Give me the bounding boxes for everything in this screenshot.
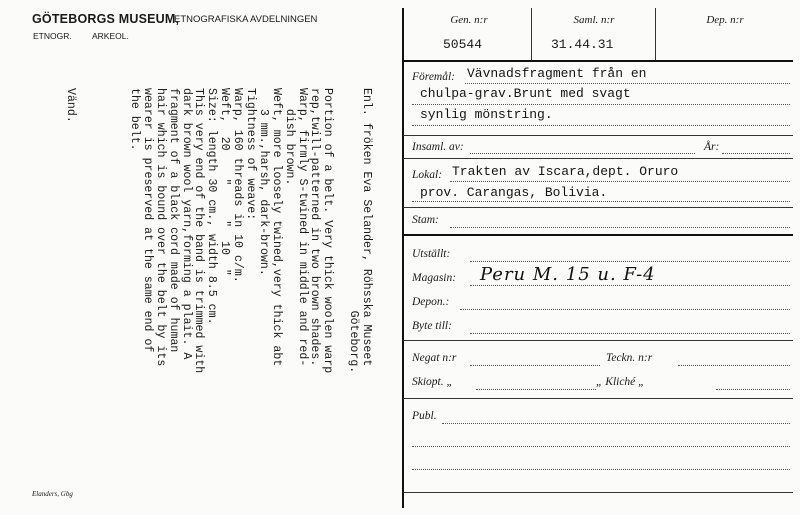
note-line (88, 88, 101, 508)
museum-name: GÖTEBORGS MUSEUM, (32, 12, 180, 26)
exhibited-label: Utställt: (412, 248, 451, 260)
column-separator (531, 8, 532, 60)
rule (403, 492, 793, 493)
dotted-line (442, 423, 790, 424)
dotted-line (470, 153, 695, 154)
typed-description (63, 88, 372, 508)
collected-by-label: Insaml. av: (412, 141, 464, 153)
year-label: År: (704, 141, 720, 153)
dotted-line (716, 389, 790, 390)
publication-label: Publ. (412, 410, 437, 422)
tribe-label: Stam: (412, 214, 439, 226)
note-line: Tightness of weave: (243, 88, 257, 221)
exchange-label: Byte till: (412, 320, 452, 332)
locality-label: Lokal: (412, 169, 443, 181)
note-line: rep,twill-patterned in two brown shades. (308, 88, 322, 367)
section-arkeol: ARKEOL. (92, 31, 129, 41)
drawing-number-label: Teckn. n:r (606, 352, 653, 364)
dotted-line (678, 365, 790, 366)
note-line: hair which is bound over the belt by its (153, 88, 167, 367)
object-line-2: chulpa-grav.Brunt med svagt (420, 86, 631, 101)
note-line: dark brown wool yarn,forming a plait. A (179, 88, 193, 360)
dotted-line (412, 469, 790, 470)
saml-number-value: 31.44.31 (551, 37, 614, 52)
note-line: the belt. (127, 88, 141, 151)
note-line: dish brown. (282, 88, 296, 186)
locality-line-1: Trakten av Iscara,dept. Oruro (452, 164, 679, 179)
note-line: Portion of a belt. Very thick woolen warp (321, 88, 335, 374)
cliche-label: „ Kliché „ (596, 376, 645, 388)
saml-number-label: Saml. n:r (573, 14, 615, 26)
note-line (333, 88, 346, 508)
note-line: Size: length 30 cm., width 8.5 cm. (205, 88, 219, 325)
dep-number-label: Dep. n:r (706, 14, 744, 26)
printer-mark: Elanders, Gbg (32, 490, 73, 498)
card-divider (402, 8, 404, 508)
note-line (101, 88, 114, 508)
rule (403, 60, 793, 62)
rule (403, 398, 793, 399)
note-line (114, 88, 127, 508)
dotted-line (476, 389, 596, 390)
rule (403, 234, 793, 236)
dotted-line (412, 104, 790, 105)
dotted-line (412, 201, 790, 202)
note-line: Weft, 20 " " 10 " (218, 88, 232, 276)
deposit-label: Depon.: (412, 296, 450, 308)
note-line: Vänd. (63, 88, 77, 123)
dotted-line (470, 333, 790, 334)
storage-label: Magasin: (412, 272, 457, 284)
dotted-line (722, 153, 790, 154)
gen-number-label: Gen. n:r (450, 14, 488, 26)
gen-number-value: 50544 (443, 37, 483, 52)
rule (403, 135, 793, 136)
dotted-line (460, 309, 790, 310)
note-line: wearer is preserved at the same end of (140, 88, 154, 353)
negative-number-label: Negat n:r (412, 352, 457, 364)
dotted-line (412, 446, 790, 447)
rule (403, 158, 793, 159)
locality-line-2: prov. Carangas, Bolivia. (420, 185, 608, 200)
object-label: Föremål: (412, 71, 456, 83)
object-line-3: synlig mönstring. (420, 107, 553, 122)
column-separator (655, 8, 656, 60)
skioptikon-label: Skiopt. „ (412, 376, 453, 388)
note-line: This very end of the band is trimmed with (192, 88, 206, 374)
storage-handwritten: Peru M. 15 u. F-4 (480, 264, 656, 285)
note-line: Weft, more loosely twined,very thick abt (269, 88, 283, 367)
note-line: Warp, 160 threads in 10 c/m. (231, 88, 245, 283)
dotted-line (470, 261, 790, 262)
object-line-1: Vävnadsfragment från en (467, 66, 647, 81)
rule (403, 207, 793, 208)
note-line (76, 88, 89, 508)
note-line: 3 mm.,harsh, dark-brown. (256, 88, 270, 276)
department-name: ETNOGRAFISKA AVDELNINGEN (174, 14, 318, 25)
dotted-line (412, 125, 790, 126)
dotted-line (470, 365, 600, 366)
dotted-line (450, 181, 790, 182)
dotted-line (470, 285, 790, 286)
dotted-line (465, 83, 790, 84)
section-etnogr: ETNOGR. (33, 31, 72, 41)
rule (403, 340, 793, 341)
note-line: Enl. fröken Eva Selander, Röhsska Museet (360, 88, 373, 367)
note-line: Warp, firmly S-twined in middle and red- (295, 88, 309, 367)
dotted-line (450, 227, 790, 228)
note-line: Göteborg. (347, 88, 361, 374)
note-line: fragment of a black cord made of human (166, 88, 180, 353)
